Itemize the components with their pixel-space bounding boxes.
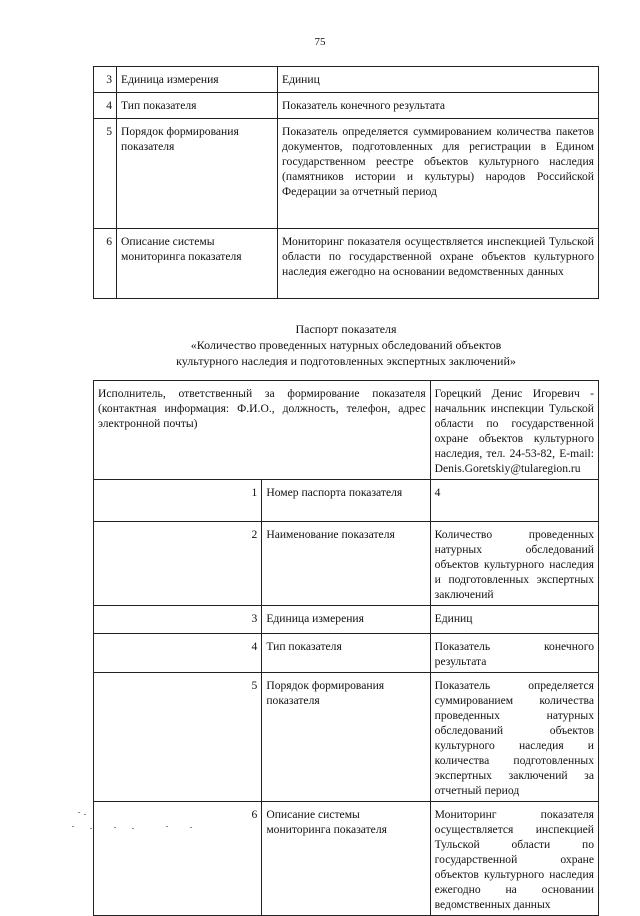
row-number: 5 — [94, 119, 117, 229]
passport-title: Паспорт показателя — [295, 322, 397, 336]
row-label: Единица измерения — [117, 67, 278, 93]
row-value: Мониторинг показателя осуществляется инспекцией Тульской области по государственной охране объектов культурного наследия ежегодно на основании ведомственных данных — [430, 802, 598, 916]
passport-subtitle-line1: «Количество проведенных натурных обследований объектов — [190, 338, 502, 352]
table-row — [94, 480, 599, 522]
table-row — [94, 634, 599, 673]
row-number: 5 — [94, 673, 262, 802]
row-value: 4 — [430, 480, 598, 522]
table-row — [94, 606, 599, 634]
row-value: Показатель конечного результата — [278, 93, 599, 119]
row-value: Мониторинг показателя осуществляется инспекцией Тульской области по государственной охране объектов культурного наследия ежегодно на основании ведомственных данных — [278, 229, 599, 299]
row-value: Единиц — [430, 606, 598, 634]
row-label: Тип показателя — [262, 634, 430, 673]
scan-specks — [70, 812, 220, 842]
row-value: Показатель определяется суммированием количества проведенных натурных обследований объектов культурного наследия и количества подготовленных экспертных заключений за отчетный период — [430, 673, 598, 802]
row-value: Показатель определяется суммированием количества пакетов документов, подготовленных для регистрации в Едином государственном реестре объектов культурного наследия (памятников истории и культуры) народов Российской Федерации за отчетный период — [278, 119, 599, 229]
executor-row — [94, 381, 599, 480]
passport-heading — [93, 321, 599, 369]
row-label: Описание системы мониторинга показателя — [117, 229, 278, 299]
row-number: 1 — [94, 480, 262, 522]
row-label: Наименование показателя — [262, 522, 430, 606]
table-row — [94, 673, 599, 802]
table-row — [94, 93, 599, 119]
row-label: Порядок формирования показателя — [262, 673, 430, 802]
row-number: 3 — [94, 606, 262, 634]
row-number: 3 — [94, 67, 117, 93]
table-row — [94, 119, 599, 229]
row-value: Единиц — [278, 67, 599, 93]
row-number: 6 — [94, 229, 117, 299]
row-number: 4 — [94, 634, 262, 673]
executor-label: Исполнитель, ответственный за формирование показателя (контактная информация: Ф.И.О., должность, телефон, адрес электронной почты) — [94, 381, 431, 480]
row-number: 6 — [94, 802, 262, 916]
passport-subtitle-line2: культурного наследия и подготовленных экспертных заключений» — [176, 354, 516, 368]
row-label: Номер паспорта показателя — [262, 480, 430, 522]
row-label: Порядок формирования показателя — [117, 119, 278, 229]
row-label: Единица измерения — [262, 606, 430, 634]
table-row — [94, 67, 599, 93]
indicator-table-continued — [93, 66, 599, 299]
table-row — [94, 522, 599, 606]
row-value: Количество проведенных натурных обследований объектов культурного наследия и подготовленных экспертных заключений — [430, 522, 598, 606]
row-label: Тип показателя — [117, 93, 278, 119]
row-value: Показатель конечного результата — [430, 634, 598, 673]
table-row — [94, 229, 599, 299]
row-number: 4 — [94, 93, 117, 119]
page-number: 75 — [314, 36, 326, 48]
executor-value: Горецкий Денис Игоревич - начальник инспекции Тульской области по государственной охране объектов культурного наследия, тел. 24-53-82, E-mail: Denis.Goretskiy@tularegion.ru — [430, 381, 598, 480]
row-number: 2 — [94, 522, 262, 606]
row-label: Описание системы мониторинга показателя — [262, 802, 430, 916]
